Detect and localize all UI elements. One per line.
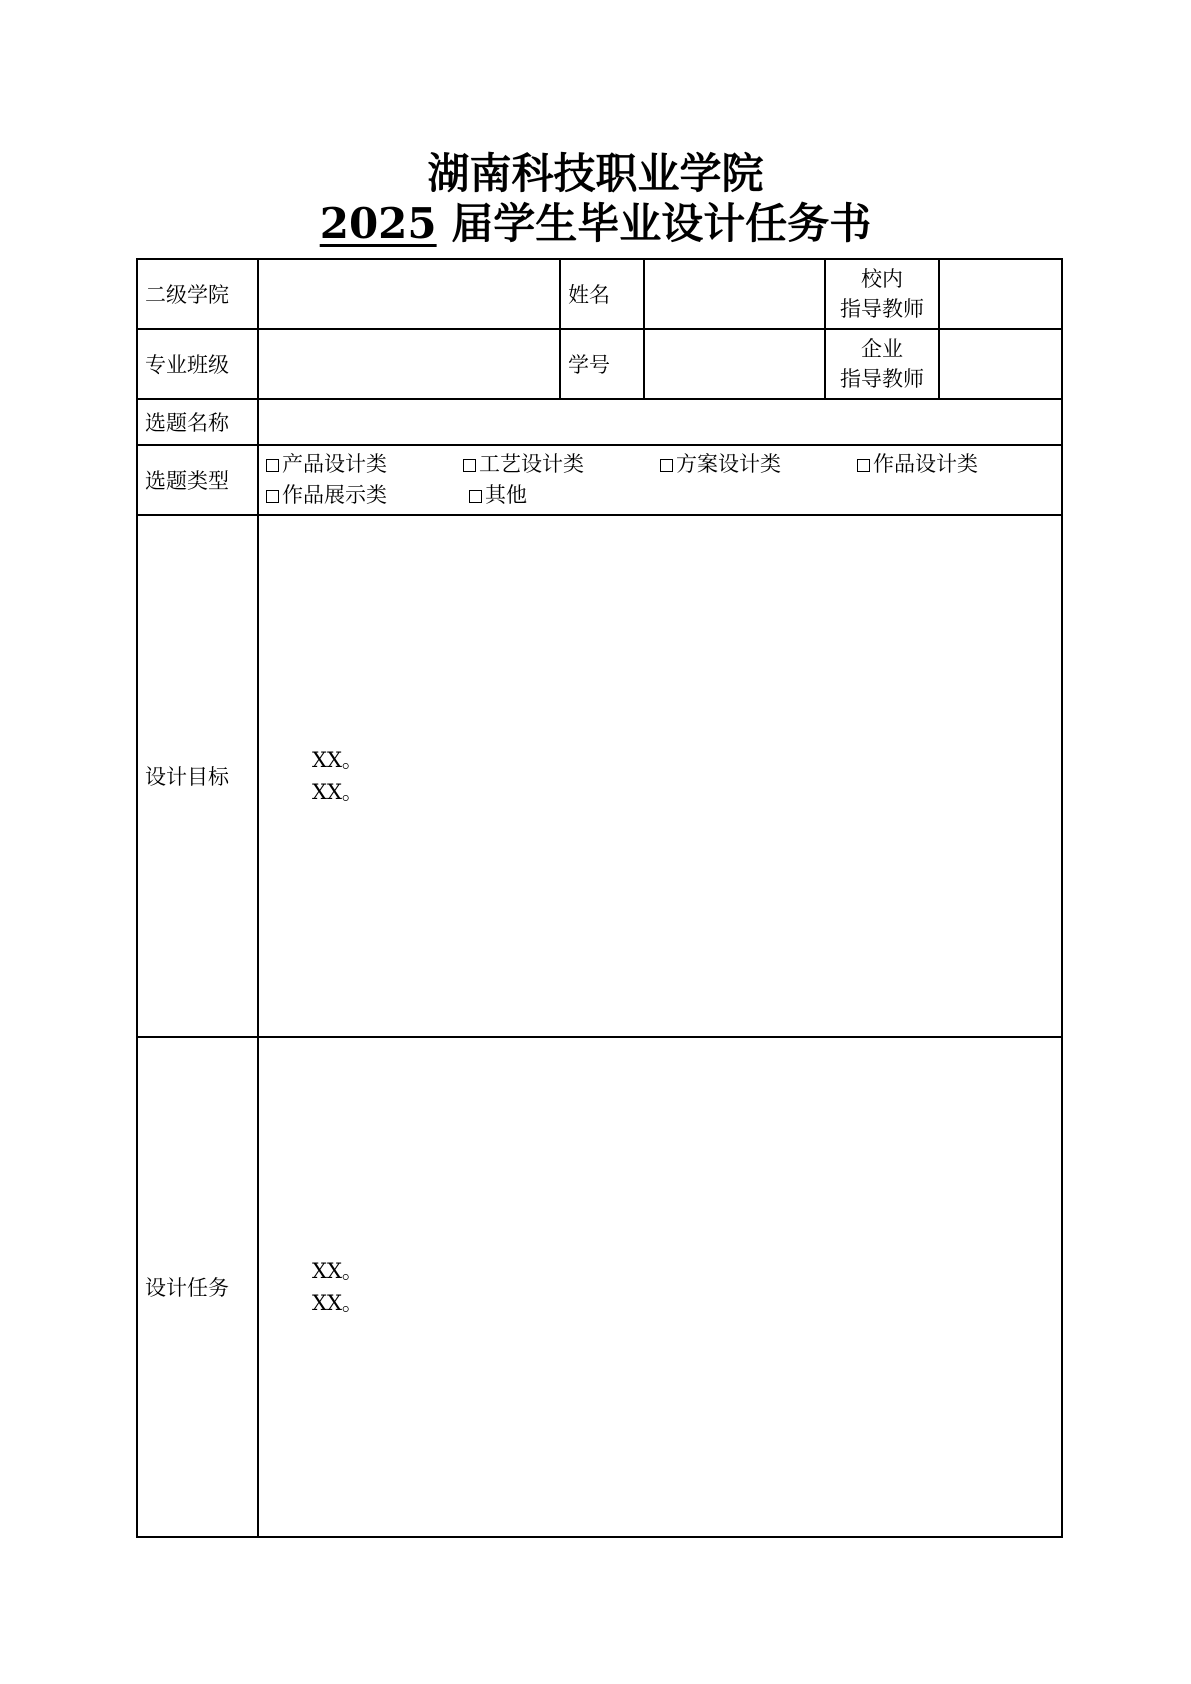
student-id-label: 学号 bbox=[560, 329, 644, 399]
checkbox-icon[interactable] bbox=[857, 459, 870, 472]
company-advisor-label-line2: 指导教师 bbox=[840, 367, 924, 391]
form-row-design-goal bbox=[137, 515, 1062, 1037]
topic-name-label: 选题名称 bbox=[137, 399, 258, 445]
topic-type-option-scheme[interactable] bbox=[660, 449, 857, 480]
topic-type-option-product[interactable] bbox=[266, 449, 463, 480]
checkbox-icon[interactable] bbox=[469, 490, 482, 503]
institution-name: 湖南科技职业学院 bbox=[427, 149, 764, 198]
college-label: 二级学院 bbox=[137, 259, 258, 329]
form-row-design-task bbox=[137, 1037, 1062, 1537]
topic-name-field[interactable] bbox=[258, 399, 1062, 445]
company-advisor-label-line1: 企业 bbox=[861, 337, 903, 361]
form-row-college bbox=[137, 259, 1062, 329]
checkbox-icon[interactable] bbox=[463, 459, 476, 472]
class-label: 专业班级 bbox=[137, 329, 258, 399]
company-advisor-field[interactable] bbox=[939, 329, 1062, 399]
topic-type-label: 选题类型 bbox=[137, 445, 258, 515]
topic-type-option-label: 方案设计类 bbox=[676, 452, 781, 476]
topic-type-options bbox=[258, 445, 1062, 515]
class-field[interactable] bbox=[258, 329, 560, 399]
school-advisor-label bbox=[825, 259, 939, 329]
topic-type-option-work-design[interactable] bbox=[857, 449, 1054, 480]
company-advisor-label bbox=[825, 329, 939, 399]
checkbox-icon[interactable] bbox=[660, 459, 673, 472]
topic-type-options-row-2 bbox=[266, 480, 1054, 511]
school-advisor-label-line2: 指导教师 bbox=[840, 297, 924, 321]
topic-type-option-label: 工艺设计类 bbox=[479, 452, 584, 476]
school-advisor-label-line1: 校内 bbox=[861, 267, 903, 291]
form-row-topic-type bbox=[137, 445, 1062, 515]
task-form-table bbox=[136, 258, 1063, 1538]
design-goal-line: XX。 bbox=[312, 748, 363, 772]
topic-type-option-label: 其他 bbox=[485, 483, 527, 507]
name-label: 姓名 bbox=[560, 259, 644, 329]
design-goal-field[interactable] bbox=[258, 515, 1062, 1037]
form-row-topic-name bbox=[137, 399, 1062, 445]
topic-type-option-label: 产品设计类 bbox=[282, 452, 387, 476]
design-goal-line: XX。 bbox=[312, 780, 363, 804]
student-id-field[interactable] bbox=[644, 329, 825, 399]
topic-type-option-label: 作品展示类 bbox=[282, 483, 387, 507]
school-advisor-field[interactable] bbox=[939, 259, 1062, 329]
document-title bbox=[0, 150, 1191, 250]
topic-type-option-label: 作品设计类 bbox=[873, 452, 978, 476]
name-field[interactable] bbox=[644, 259, 825, 329]
design-goal-label: 设计目标 bbox=[137, 515, 258, 1037]
document-heading: 届学生毕业设计任务书 bbox=[451, 199, 872, 248]
checkbox-icon[interactable] bbox=[266, 459, 279, 472]
design-task-line: XX。 bbox=[312, 1291, 363, 1315]
graduation-year: 2025 bbox=[319, 199, 437, 248]
form-row-class bbox=[137, 329, 1062, 399]
design-task-label: 设计任务 bbox=[137, 1037, 258, 1537]
design-task-line: XX。 bbox=[312, 1259, 363, 1283]
college-field[interactable] bbox=[258, 259, 560, 329]
topic-type-options-row-1 bbox=[266, 449, 1054, 480]
topic-type-option-process[interactable] bbox=[463, 449, 660, 480]
topic-type-option-work-display[interactable] bbox=[266, 480, 469, 511]
topic-type-option-other[interactable] bbox=[469, 480, 672, 511]
checkbox-icon[interactable] bbox=[266, 490, 279, 503]
design-task-field[interactable] bbox=[258, 1037, 1062, 1537]
document-subtitle bbox=[0, 198, 1191, 250]
